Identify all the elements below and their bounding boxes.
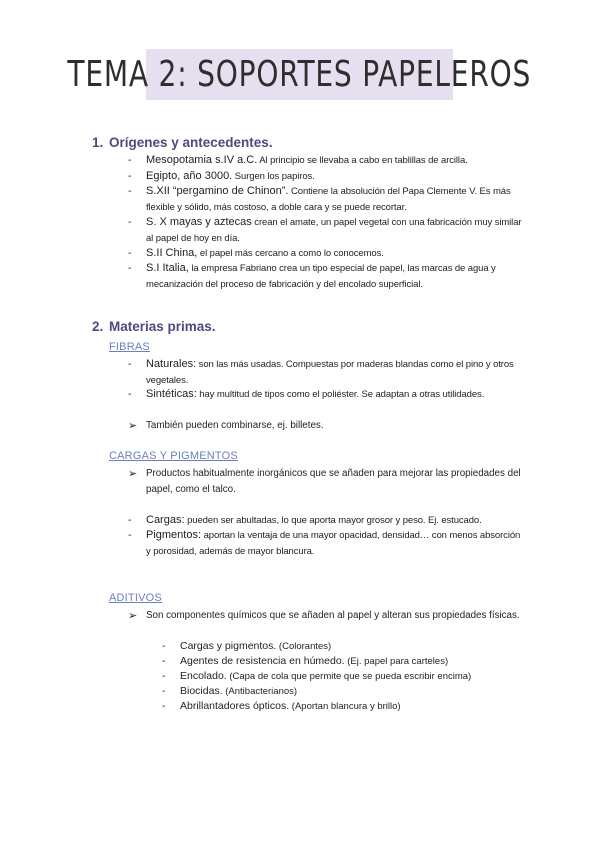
sub-list-item [162,684,522,699]
item-lead: Cargas: [146,514,185,526]
list-item [128,513,523,529]
item-lead: Encolado. [180,670,227,682]
item-lead: S.XII “pergamino de Chinon”. [146,185,289,197]
document-title: TEMA 2: SOPORTES PAPELEROS [67,54,532,95]
list-item [128,357,523,388]
dash-bullet: - [162,685,166,697]
item-lead: Biocidas. [180,685,223,697]
arrow-bullet-icon: ➢ [128,468,138,480]
dash-bullet: - [162,640,166,652]
item-text: la empresa Fabriano crea un tipo especial de papel, las marcas de agua y mecanización del proceso de fabricación y del encolado superficial. [146,263,496,290]
sub-list-item [162,639,522,654]
item-lead: Mesopotamia s.IV a.C. [146,154,258,166]
item-text: pueden ser abultadas, lo que aporta mayor grosor y peso. Ej. estucado. [184,515,482,526]
item-text: Al principio se llevaba a cabo en tablillas de arcilla. [257,155,468,166]
item-text: (Antibacterianos) [222,686,298,697]
item-text: son las más usadas. Compuestas por maderas blandas como el pino y otros vegetales. [146,359,514,386]
sub-list-item [162,669,522,684]
item-lead: Agentes de resistencia en húmedo. [180,655,345,667]
item-lead: Cargas y pigmentos. [180,640,277,652]
item-lead: Abrillantadores ópticos. [180,700,290,712]
list-item [128,528,523,559]
dash-bullet: - [128,262,132,274]
item-lead: Pigmentos: [146,529,202,541]
arrow-note [128,466,528,498]
section-title: Materias primas. [109,319,216,334]
section-heading-materias [92,319,216,334]
section-number: 2. [92,319,104,334]
item-lead: Naturales: [146,358,197,370]
subheading-aditivos: ADITIVOS [109,592,162,604]
arrow-bullet-icon: ➢ [128,420,138,432]
list-item [128,215,523,246]
subheading-fibras: FIBRAS [109,341,150,353]
section-number: 1. [92,135,104,150]
dash-bullet: - [162,655,166,667]
sub-list-item [162,654,522,669]
note-text: Productos habitualmente inorgánicos que se añaden para mejorar las propiedades del papel, como el talco. [146,468,521,495]
dash-bullet: - [128,185,132,197]
item-text: (Ej. papel para carteles) [344,656,449,667]
dash-bullet: - [128,170,132,182]
item-lead: S.I Italia, [146,262,189,274]
item-text: Contiene la absolución del Papa Clemente V. Es más flexible y sólido, más costoso, a doble cara y se puede recortar. [146,186,511,213]
note-text: Son componentes químicos que se añaden al papel y alteran sus propiedades físicas. [146,610,520,621]
list-item [128,153,523,169]
sub-list-item [162,699,522,714]
list-item [128,261,523,292]
item-text: crean el amate, un papel vegetal con una fabricación muy similar al papel de hoy en día. [146,217,522,244]
arrow-note [128,608,528,624]
dash-bullet: - [128,358,132,370]
list-item [128,184,523,215]
section-heading-origenes [92,135,273,150]
item-text: (Capa de cola que permite que se pueda escribir encima) [226,671,472,682]
item-text: hay multitud de tipos como el poliéster. Se adaptan a otras utilidades. [196,389,485,400]
dash-bullet: - [162,670,166,682]
item-lead: S. X mayas y aztecas [146,216,252,228]
item-lead: S.II China, [146,247,198,259]
dash-bullet: - [128,247,132,259]
dash-bullet: - [128,514,132,526]
list-item [128,246,523,262]
list-item [128,387,523,403]
item-text: (Colorantes) [276,641,332,652]
item-text: aportan la ventaja de una mayor opacidad, densidad… con menos absorción y porosidad, además de mayor blancura. [146,530,521,557]
note-text: También pueden combinarse, ej. billetes. [146,420,324,431]
arrow-note [128,418,528,434]
dash-bullet: - [128,529,132,541]
dash-bullet: - [128,216,132,228]
subheading-cargas-pigmentos: CARGAS Y PIGMENTOS [109,450,238,462]
dash-bullet: - [128,388,132,400]
title-highlight [67,49,532,100]
list-item [128,169,523,185]
item-text: el papel más cercano a como lo conocemos. [197,248,384,259]
section-title: Orígenes y antecedentes. [109,135,273,150]
item-text: (Aportan blancura y brillo) [289,701,401,712]
dash-bullet: - [128,154,132,166]
item-lead: Egipto, año 3000. [146,170,233,182]
arrow-bullet-icon: ➢ [128,610,138,622]
item-lead: Sintéticas: [146,388,197,400]
item-text: Surgen los papiros. [232,171,315,182]
dash-bullet: - [162,700,166,712]
